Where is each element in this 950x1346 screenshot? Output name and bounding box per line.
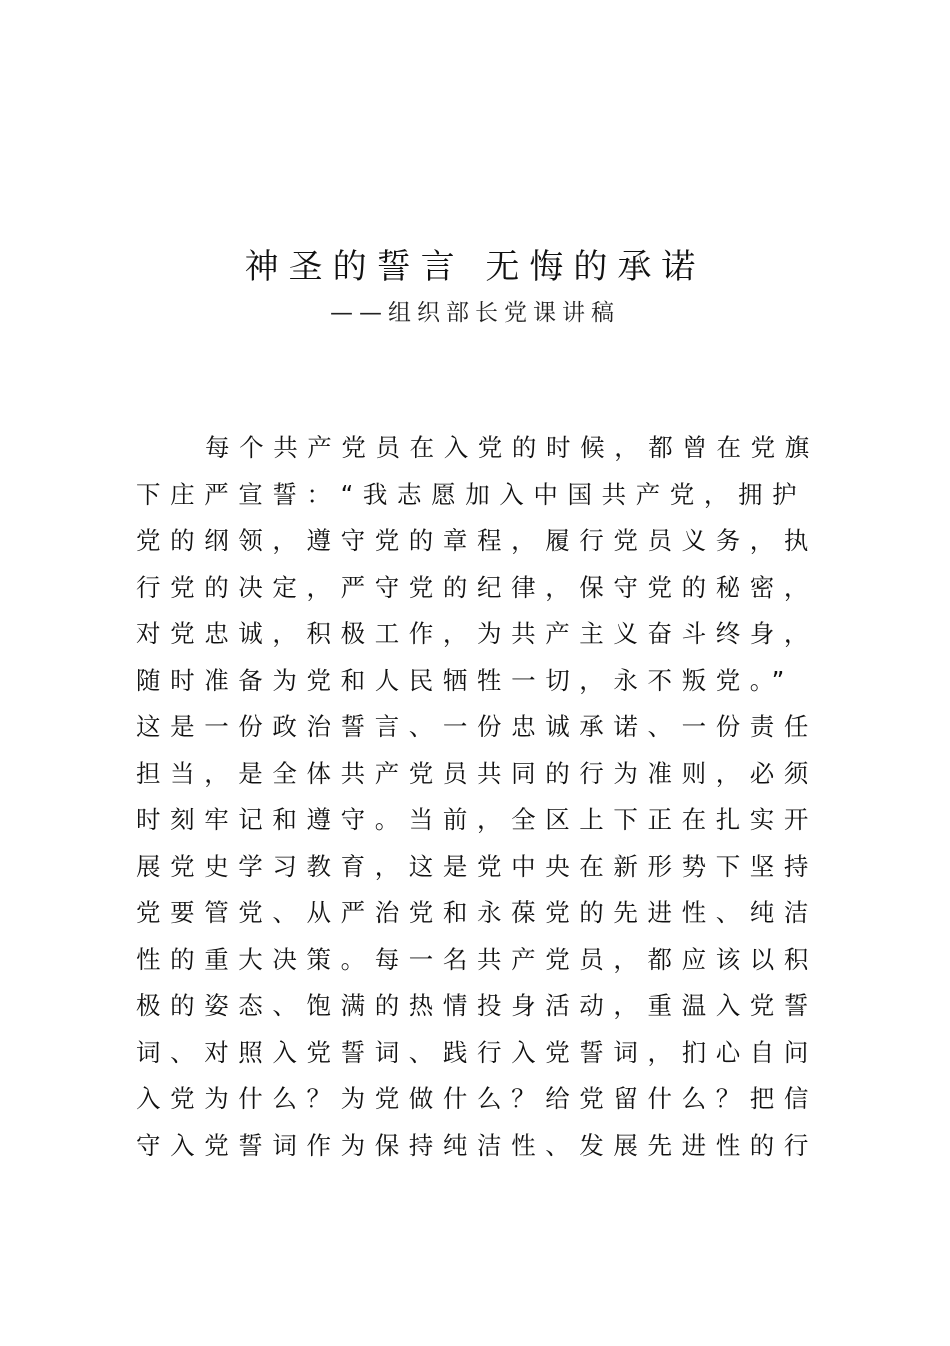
document-title: 神圣的誓言 无悔的承诺 bbox=[244, 246, 706, 287]
body-line: 随时准备为党和人民牺牲一切，永不叛党。” bbox=[136, 665, 794, 695]
body-line: 对党忠诚，积极工作，为共产主义奋斗终身， bbox=[136, 619, 818, 648]
body-line: 这是一份政治誓言、一份忠诚承诺、一份责任 bbox=[136, 712, 818, 741]
body-line: 极的姿态、饱满的热情投身活动，重温入党誓 bbox=[136, 991, 818, 1020]
body-line: 担当，是全体共产党员共同的行为准则，必须 bbox=[136, 758, 818, 788]
body-line: 展党史学习教育，这是党中央在新形势下坚持 bbox=[136, 851, 818, 881]
body-line: 守入党誓词作为保持纯洁性、发展先进性的行 bbox=[136, 1130, 818, 1160]
body-line: 词、对照入党誓词、践行入党誓词，扪心自问 bbox=[136, 1037, 818, 1067]
body-line: 性的重大决策。每一名共产党员，都应该以积 bbox=[136, 944, 818, 974]
body-line: 每个共产党员在入党的时候，都曾在党旗 bbox=[205, 433, 819, 462]
body-line: 下庄严宣誓：“我志愿加入中国共产党，拥护 bbox=[136, 479, 807, 509]
body-line: 行党的决定，严守党的纪律，保守党的秘密， bbox=[136, 572, 818, 602]
body-line: 党的纲领，遵守党的章程，履行党员义务，执 bbox=[136, 526, 818, 555]
document-subtitle: ——组织部长党课讲稿 bbox=[330, 300, 620, 326]
body-line: 党要管党、从严治党和永葆党的先进性、纯洁 bbox=[136, 898, 818, 927]
body-paragraph bbox=[136, 428, 821, 1172]
body-line: 入党为什么？为党做什么？给党留什么？把信 bbox=[136, 1084, 818, 1113]
body-line: 时刻牢记和遵守。当前，全区上下正在扎实开 bbox=[136, 805, 818, 834]
